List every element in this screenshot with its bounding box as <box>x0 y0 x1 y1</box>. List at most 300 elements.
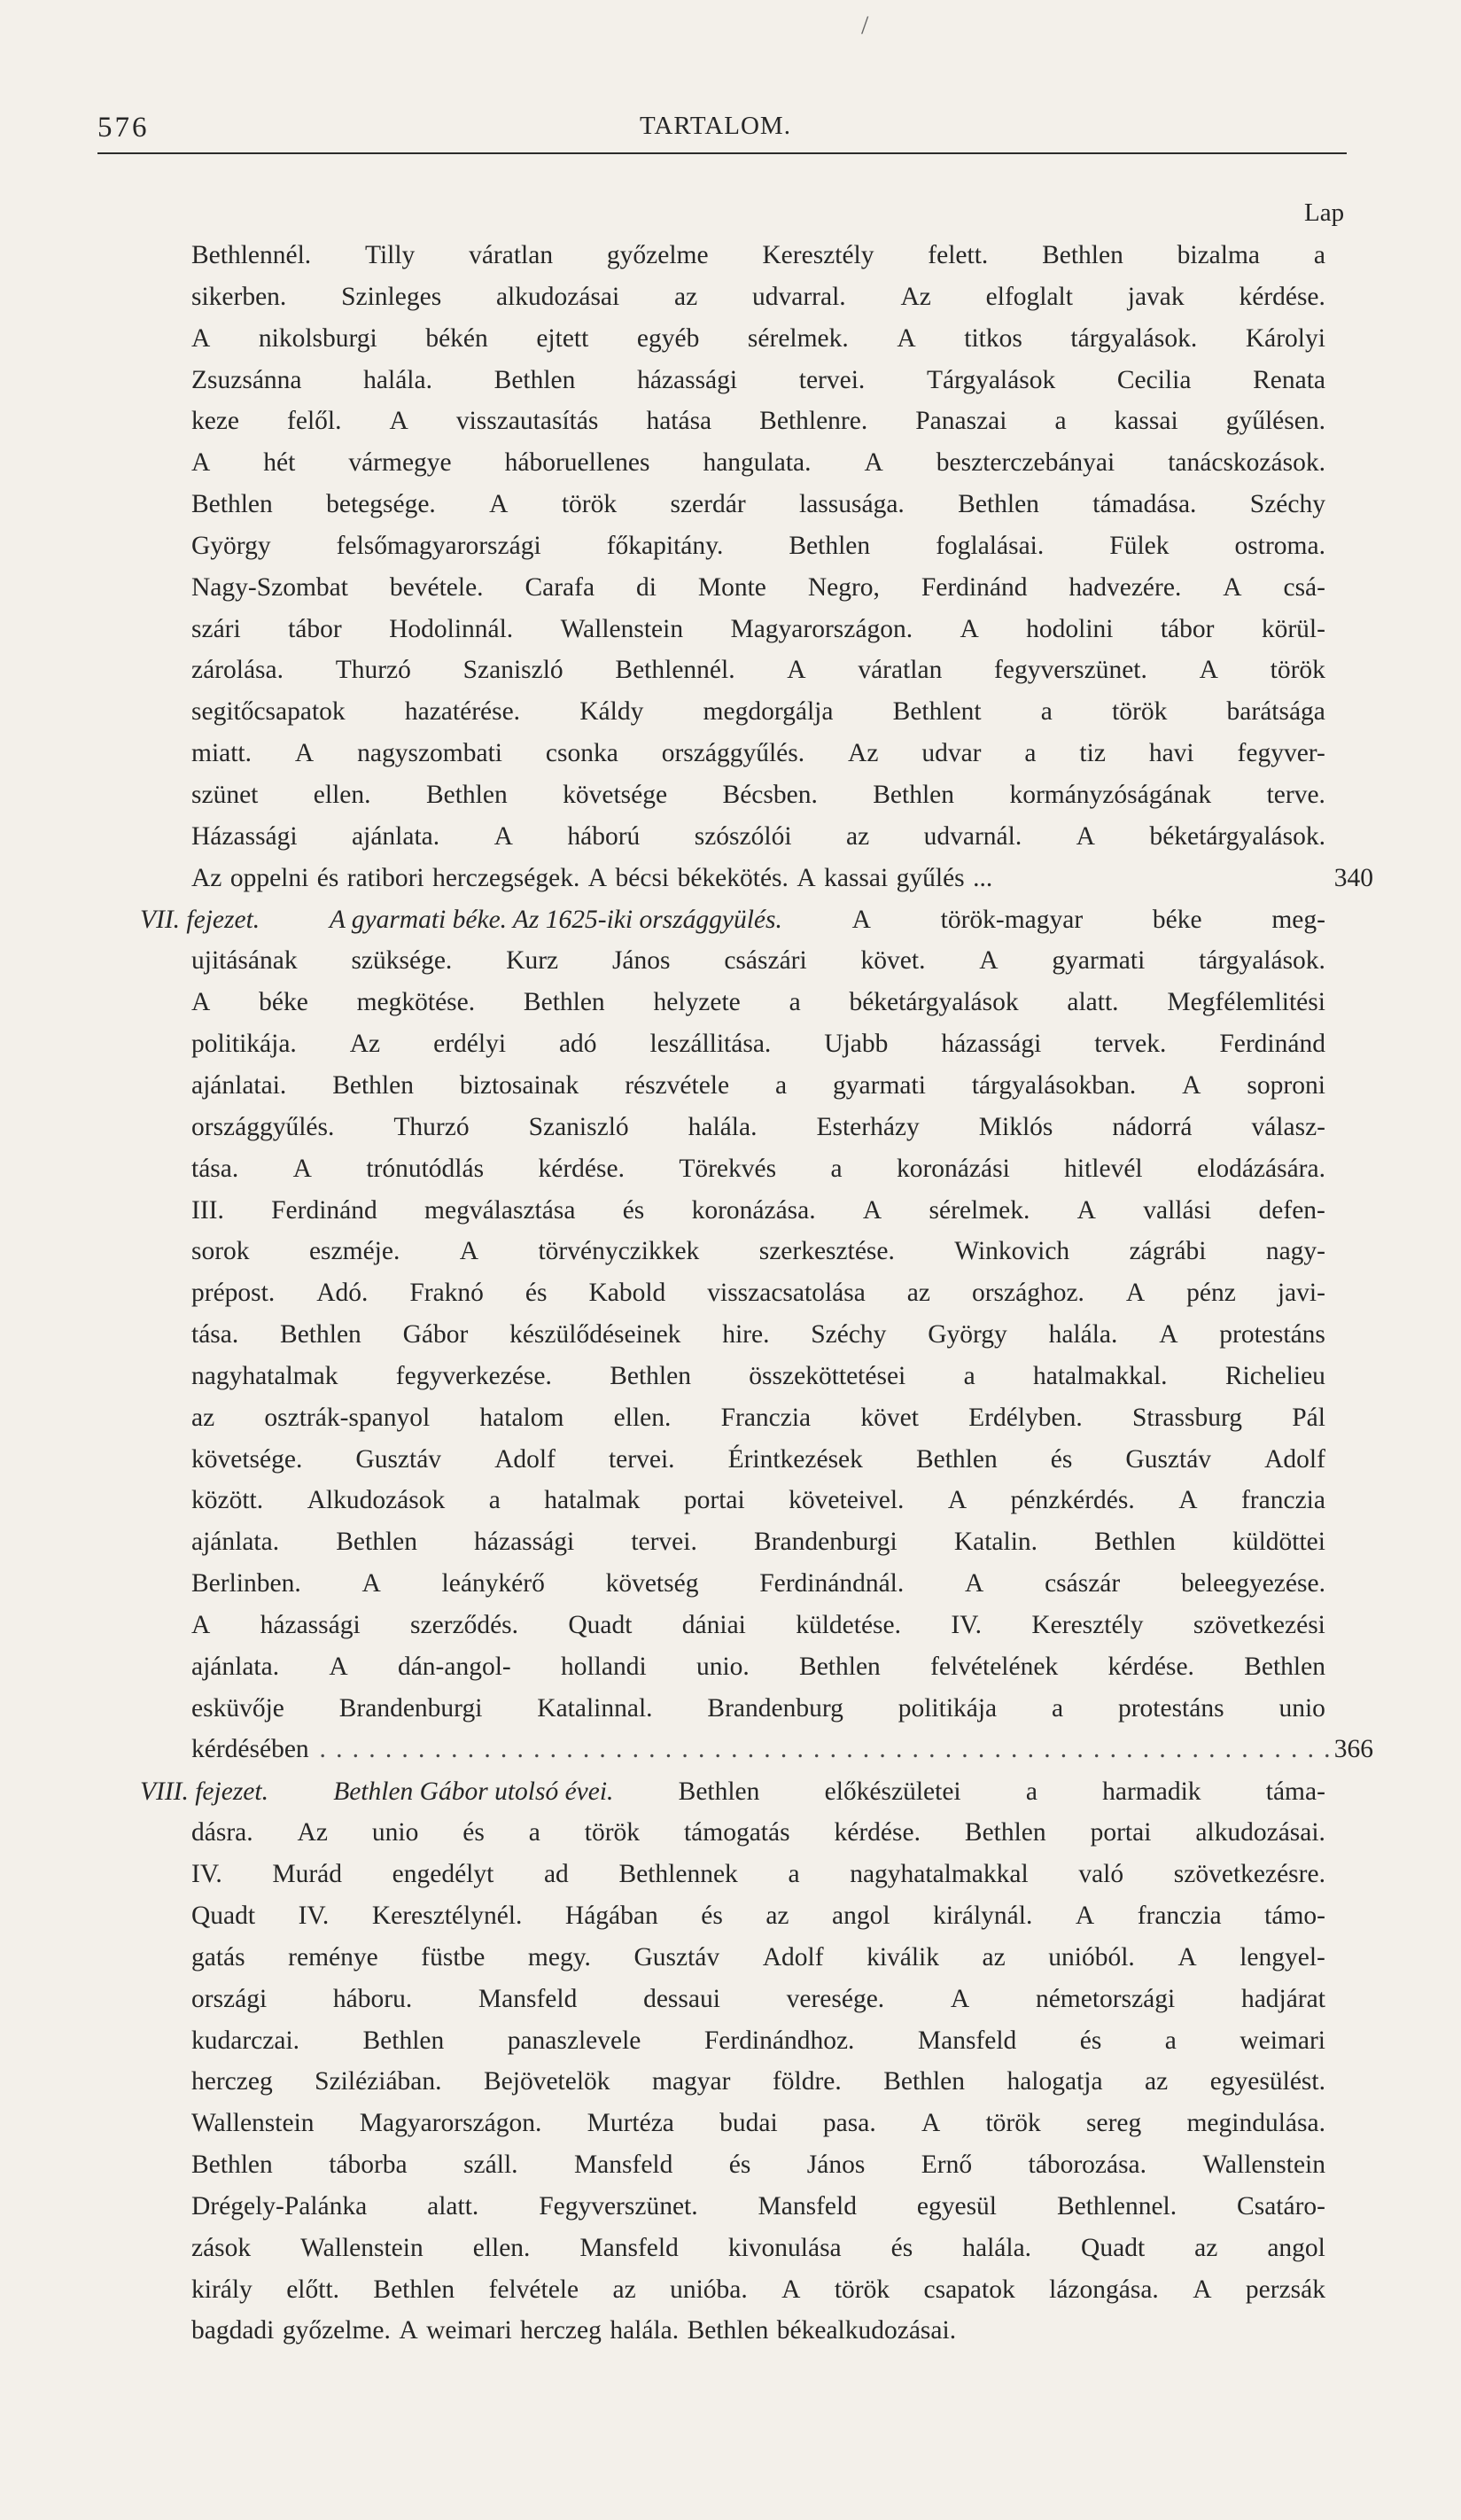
toc-line-text <box>191 2144 1325 2186</box>
word: Fegyverszünet. <box>539 2191 698 2221</box>
word: a <box>788 1860 800 1889</box>
toc-line <box>124 525 1435 567</box>
word: protestáns <box>1117 1693 1224 1723</box>
word: A <box>965 1569 984 1598</box>
word: füstbe <box>421 1942 486 1972</box>
toc-line <box>124 1231 1435 1272</box>
word: ejtett <box>536 323 589 353</box>
word: reménye <box>288 1942 378 1972</box>
word: ad <box>543 1860 569 1889</box>
word: tervek. <box>1094 1030 1167 1059</box>
word: királynál. <box>933 1902 1033 1931</box>
word: A <box>489 490 509 519</box>
word: kudarczai. <box>191 2026 300 2055</box>
word: kiválik <box>866 1942 939 1972</box>
header-rule <box>97 152 1347 154</box>
toc-line-text <box>191 318 1325 360</box>
word: ellen. <box>472 2233 531 2262</box>
toc-line-text <box>191 235 1325 276</box>
word: nagyhatalmakkal <box>850 1860 1029 1889</box>
word: Adolf <box>1264 1444 1325 1474</box>
word: dásra. <box>191 1818 253 1847</box>
word: Winkovich <box>954 1237 1070 1266</box>
word: ajánlata. <box>352 821 440 851</box>
word: alkudozásai. <box>1195 1818 1325 1847</box>
word: házassági <box>260 1610 361 1639</box>
word: Strassburg <box>1131 1403 1242 1432</box>
word: di <box>636 572 657 602</box>
word: visszacsatolása <box>707 1279 866 1308</box>
word: Bethlenre. <box>759 407 868 436</box>
word: hét <box>263 448 296 478</box>
word: eszméje. <box>308 1237 400 1266</box>
toc-line-text <box>191 1688 1325 1730</box>
word: halála. <box>610 2316 680 2345</box>
toc-line-text <box>191 1314 1325 1356</box>
word: szünet <box>191 780 259 809</box>
word: Bethlen <box>493 365 576 394</box>
toc-line-text <box>191 1480 1325 1521</box>
word: az <box>1194 2233 1218 2262</box>
word: pénzkérdés. <box>1010 1486 1135 1515</box>
word: Bethlennek <box>618 1860 738 1889</box>
toc-line-words: kérdésében <box>191 1735 309 1764</box>
word: a <box>1024 739 1037 768</box>
word: Az <box>297 1818 328 1847</box>
word: fegyverkezése. <box>395 1361 552 1390</box>
toc-line <box>124 816 1435 858</box>
word: Magyarországon. <box>730 614 913 643</box>
toc-line-text <box>191 1937 1325 1979</box>
word: A <box>1177 1942 1197 1972</box>
toc-line-text <box>191 484 1325 525</box>
word: tervei. <box>608 1444 675 1474</box>
toc-line-text <box>191 774 1325 816</box>
word: szerdár <box>670 490 746 519</box>
word: esküvője <box>191 1693 284 1723</box>
word: prépost. <box>191 1279 276 1308</box>
word: Az <box>349 1030 381 1059</box>
word: perzsák <box>1245 2275 1325 2304</box>
toc-line <box>124 858 1435 899</box>
word: leánykérő <box>441 1569 545 1598</box>
word: Ferdinánd <box>921 572 1028 602</box>
word: követ <box>860 1403 919 1432</box>
word: Quadt <box>191 1902 256 1931</box>
word: dessaui <box>643 1984 720 2013</box>
word: ostroma. <box>1234 531 1325 560</box>
word: dán-angol- <box>397 1652 511 1681</box>
word: Házassági <box>191 821 298 851</box>
word: Brandenburgi <box>338 1693 483 1723</box>
toc-line-text <box>191 649 1325 691</box>
toc-line <box>124 2310 1435 2352</box>
chapter-title: A gyarmati béke. Az 1625-iki országgyülés. <box>329 905 782 934</box>
word: Katalinnal. <box>537 1693 653 1723</box>
word: csapatok <box>923 2275 1015 2304</box>
word: sorok <box>191 1237 250 1266</box>
word: Az <box>191 863 222 892</box>
word: Keresztélynél. <box>371 1902 523 1931</box>
word: bagdadi <box>191 2316 275 2345</box>
word: bevétele. <box>389 572 484 602</box>
word: országhoz. <box>971 1279 1084 1308</box>
toc-line <box>124 1314 1435 1356</box>
word: országi <box>191 1984 268 2013</box>
toc-line-text <box>191 1148 1325 1190</box>
word: elfoglalt <box>985 282 1073 311</box>
word: Panaszai <box>915 407 1007 436</box>
word: A <box>361 1569 381 1598</box>
word: egyesül <box>916 2191 998 2221</box>
word: váratlan <box>858 656 943 685</box>
word: felől. <box>287 407 342 436</box>
word: lengyel- <box>1240 1942 1325 1972</box>
word: Bethlen <box>191 2151 273 2180</box>
word: beszterczebányai <box>936 448 1115 478</box>
word: felvételének <box>930 1652 1059 1681</box>
word: követ. <box>860 946 926 976</box>
word: A <box>787 656 806 685</box>
word: ellen. <box>313 780 371 809</box>
word: Keresztély <box>1031 1610 1144 1639</box>
word: Tárgyalások <box>926 365 1056 394</box>
word: veresége. <box>786 1984 885 2013</box>
word: weimari <box>426 2316 512 2345</box>
chapter-label: VIII. fejezet. <box>140 1777 268 1806</box>
word: küldöttei <box>1232 1528 1325 1557</box>
word: hatalom <box>479 1403 564 1432</box>
toc-line <box>124 733 1435 774</box>
word: Megfélemlitési <box>1167 988 1325 1017</box>
word: az <box>612 2275 636 2304</box>
word: kivonulása <box>727 2233 842 2262</box>
word: Károlyi <box>1245 323 1325 353</box>
word: herczeg <box>520 2316 602 2345</box>
word: hitlevél <box>1064 1154 1143 1183</box>
word: ajánlata. <box>191 1528 280 1557</box>
word: barátsága <box>1226 697 1325 727</box>
word: Quadt <box>568 1610 633 1639</box>
word: A <box>294 739 315 768</box>
word: háboru. <box>332 1984 413 2013</box>
word: szövetkezési <box>1193 1610 1325 1639</box>
word: kassai <box>824 863 889 892</box>
toc-line <box>124 484 1435 525</box>
word: között. <box>191 1486 264 1515</box>
toc-line <box>124 2144 1435 2186</box>
word: ajánlata. <box>191 1652 280 1681</box>
word: gatás <box>191 1942 245 1972</box>
word: Bethlen <box>799 1652 881 1681</box>
word: összeköttetései <box>749 1361 906 1390</box>
word: János <box>806 2151 866 2180</box>
toc-line <box>124 899 1435 941</box>
word: A <box>587 863 608 892</box>
word: Bethlent <box>892 697 982 727</box>
word: ratibori <box>346 863 424 892</box>
word: hangulata. <box>703 448 812 478</box>
word: fegyverszünet. <box>994 656 1147 685</box>
word: A <box>1076 1195 1096 1225</box>
word: osztrák-spanyol <box>264 1403 431 1432</box>
toc-line <box>124 1979 1435 2020</box>
toc-line-text <box>191 2228 1325 2269</box>
word: Sziléziában. <box>315 2067 442 2096</box>
word: Ujabb <box>824 1030 889 1059</box>
word: Erdélyben. <box>968 1403 1083 1432</box>
toc-line <box>124 1688 1435 1730</box>
word: Ferdinánd <box>271 1195 377 1225</box>
word: Thurzó <box>335 656 411 685</box>
word: panaszlevele <box>507 2026 641 2055</box>
word: nádorrá <box>1112 1112 1193 1141</box>
running-title: TARTALOM. <box>640 112 791 140</box>
word: Fraknó <box>409 1279 484 1308</box>
word: az <box>906 1279 930 1308</box>
word: gyűlés <box>896 863 965 892</box>
page-ref: 366 <box>1333 1735 1373 1764</box>
word: A <box>781 2275 801 2304</box>
word: és <box>1079 2026 1102 2055</box>
word: tervei. <box>631 1528 697 1557</box>
word: ellen. <box>613 1403 672 1432</box>
toc-line-text <box>191 1065 1325 1107</box>
word: Murtéza <box>587 2109 674 2138</box>
word: a <box>1052 1693 1064 1723</box>
word: Kabold <box>588 1279 666 1308</box>
chapter-label: VII. fejezet. <box>140 905 260 934</box>
word: egyéb <box>636 323 700 353</box>
word: szerződés. <box>410 1610 519 1639</box>
toc-line-text <box>140 899 1325 941</box>
word: zárolása. <box>191 656 284 685</box>
word: hire. <box>722 1320 770 1349</box>
toc-line-text <box>191 360 1325 401</box>
word: a <box>1040 697 1053 727</box>
toc-line-text <box>191 1563 1325 1605</box>
word: defen- <box>1258 1195 1325 1225</box>
word: tábor <box>288 614 342 643</box>
word: unióból. <box>1048 1942 1135 1972</box>
word: tanácskozások. <box>1168 448 1325 478</box>
toc-line-text <box>191 2020 1325 2062</box>
page-number: 576 <box>97 112 150 144</box>
word: a <box>789 988 801 1017</box>
word: Zsuzsánna <box>191 365 302 394</box>
word: béketárgyalások. <box>1149 821 1325 851</box>
toc-line <box>124 567 1435 609</box>
word: magyar <box>652 2067 731 2096</box>
word: táborozása. <box>1028 2151 1147 2180</box>
word: Hágában <box>564 1902 658 1931</box>
word: javak <box>1127 282 1185 311</box>
word: halála. <box>363 365 432 394</box>
toc-line <box>124 2061 1435 2103</box>
toc-line-text <box>191 1439 1325 1481</box>
word: tiz <box>1079 739 1106 768</box>
word: elodázására. <box>1197 1154 1325 1183</box>
word: szüksége. <box>351 946 453 976</box>
word: IV. <box>191 1860 222 1889</box>
word: unio <box>1278 1693 1325 1723</box>
word: A <box>1223 572 1242 602</box>
word: A <box>950 1984 970 2013</box>
word: Nagy-Szombat <box>191 572 348 602</box>
word: a <box>1164 2026 1177 2055</box>
word: lázongása. <box>1049 2275 1159 2304</box>
word: tása. <box>191 1154 239 1183</box>
word: Bethlen <box>1244 1652 1325 1681</box>
word: török-magyar <box>940 905 1084 934</box>
toc-line <box>124 1729 1435 1770</box>
word: az <box>1145 2067 1169 2096</box>
word: Bethlennél. <box>615 656 735 685</box>
word: budai <box>719 2109 778 2138</box>
word: török <box>834 2275 890 2304</box>
toc-entry-chapter-vii <box>124 899 1435 1771</box>
word: Csatáro- <box>1237 2191 1325 2221</box>
word: halogatja <box>1006 2067 1103 2096</box>
word: ... <box>973 863 993 892</box>
word: Bethlen <box>789 531 871 560</box>
word: szószólói <box>694 821 792 851</box>
word: Pál <box>1292 1403 1325 1432</box>
word: Ferdinándnál. <box>759 1569 905 1598</box>
word: Negro, <box>807 572 880 602</box>
word: Hodolinnál. <box>389 614 514 643</box>
toc-line <box>124 774 1435 816</box>
word: Adolf <box>494 1444 556 1474</box>
word: Wallenstein <box>191 2109 315 2138</box>
word: Bethlen <box>610 1361 691 1390</box>
word: felett. <box>928 241 989 269</box>
word: követség <box>605 1569 699 1598</box>
toc-line-text <box>191 816 1325 858</box>
word: alatt. <box>427 2191 479 2221</box>
word: a <box>1054 407 1067 436</box>
word: török <box>985 2109 1041 2138</box>
word: kérdése. <box>1239 282 1325 311</box>
word: Brandenburg <box>707 1693 843 1723</box>
word: György <box>191 531 271 560</box>
word: bécsi <box>615 863 670 892</box>
word: török <box>584 1818 641 1847</box>
word: békealkudozásai. <box>776 2316 957 2345</box>
word: béketárgyalások <box>849 988 1019 1017</box>
word: A <box>191 1610 211 1639</box>
word: tábor <box>1160 614 1215 643</box>
toc-entry-continued <box>124 235 1435 899</box>
toc-line <box>124 2269 1435 2311</box>
word: A <box>399 2316 418 2345</box>
word: A <box>897 323 916 353</box>
word: Bethlen <box>373 2275 455 2304</box>
word: Bethlen <box>362 2026 445 2055</box>
word: háború <box>567 821 641 851</box>
word: javi- <box>1277 1279 1325 1308</box>
toc-line <box>124 1190 1435 1232</box>
word: pénz <box>1186 1279 1236 1308</box>
word: A <box>1159 1320 1178 1349</box>
word: ajánlatai. <box>191 1070 287 1100</box>
toc-line <box>124 1895 1435 1937</box>
word: bizalma <box>1177 241 1261 269</box>
toc-line-text <box>191 1646 1325 1688</box>
word: Széchy <box>811 1320 887 1349</box>
word: A <box>292 1154 312 1183</box>
word: unio <box>371 1818 419 1847</box>
word: Wallenstein <box>300 2233 424 2262</box>
word: Ernő <box>921 2151 973 2180</box>
word: részvétele <box>625 1070 730 1100</box>
word: tervei. <box>798 365 866 394</box>
word: Bethlen <box>425 780 508 809</box>
toc-line <box>124 401 1435 442</box>
word: nagyszombati <box>357 739 502 768</box>
word: portai <box>1090 1818 1152 1847</box>
word: biztosainak <box>459 1070 579 1100</box>
word: Mansfeld <box>758 2191 857 2221</box>
word: békén <box>425 323 488 353</box>
toc-line-text <box>191 609 1325 650</box>
word: sereg <box>1086 2109 1142 2138</box>
toc-line-text <box>191 1356 1325 1397</box>
word: A <box>1075 1902 1095 1931</box>
word: A <box>191 988 211 1017</box>
word: Bethlennél. <box>191 241 312 269</box>
word: király <box>191 2275 253 2304</box>
toc-line-text <box>191 2186 1325 2228</box>
word: és <box>622 1195 645 1225</box>
word: protestáns <box>1219 1320 1325 1349</box>
word: herczeg <box>191 2067 273 2096</box>
word: Adolf <box>762 1942 824 1972</box>
word: hatalmakkal. <box>1033 1361 1168 1390</box>
word: Alkudozások <box>307 1486 446 1515</box>
word: Katalin. <box>953 1528 1038 1557</box>
toc-line <box>124 1854 1435 1895</box>
word: franczia <box>1240 1486 1325 1515</box>
word: az <box>765 1902 789 1931</box>
word: Mansfeld <box>573 2151 673 2180</box>
word: Drégely-Palánka <box>191 2191 368 2221</box>
word: franczia <box>1137 1902 1222 1931</box>
word: helyzete <box>653 988 741 1017</box>
word: A <box>864 448 883 478</box>
word: Bethlen <box>336 1528 417 1557</box>
word: IV. <box>298 1902 330 1931</box>
word: Érintkezések <box>727 1444 863 1474</box>
word: kérdése. <box>1107 1652 1194 1681</box>
word: unio. <box>696 1652 750 1681</box>
word: tárgyalások. <box>1199 946 1325 976</box>
word: visszautasítás <box>455 407 599 436</box>
word: Fülek <box>1109 531 1170 560</box>
word: fegyver- <box>1237 739 1325 768</box>
word: beleegyezése. <box>1180 1569 1325 1598</box>
word: készülődéseinek <box>509 1320 681 1349</box>
word: száll. <box>463 2151 518 2180</box>
word: Bethlen <box>280 1320 361 1349</box>
word: és <box>1050 1444 1073 1474</box>
word: hodolini <box>1026 614 1114 643</box>
word: A <box>329 1652 348 1681</box>
word: A <box>947 1486 968 1515</box>
word: Renata <box>1253 365 1325 394</box>
word: Carafa <box>525 572 595 602</box>
toc-line <box>124 1605 1435 1646</box>
